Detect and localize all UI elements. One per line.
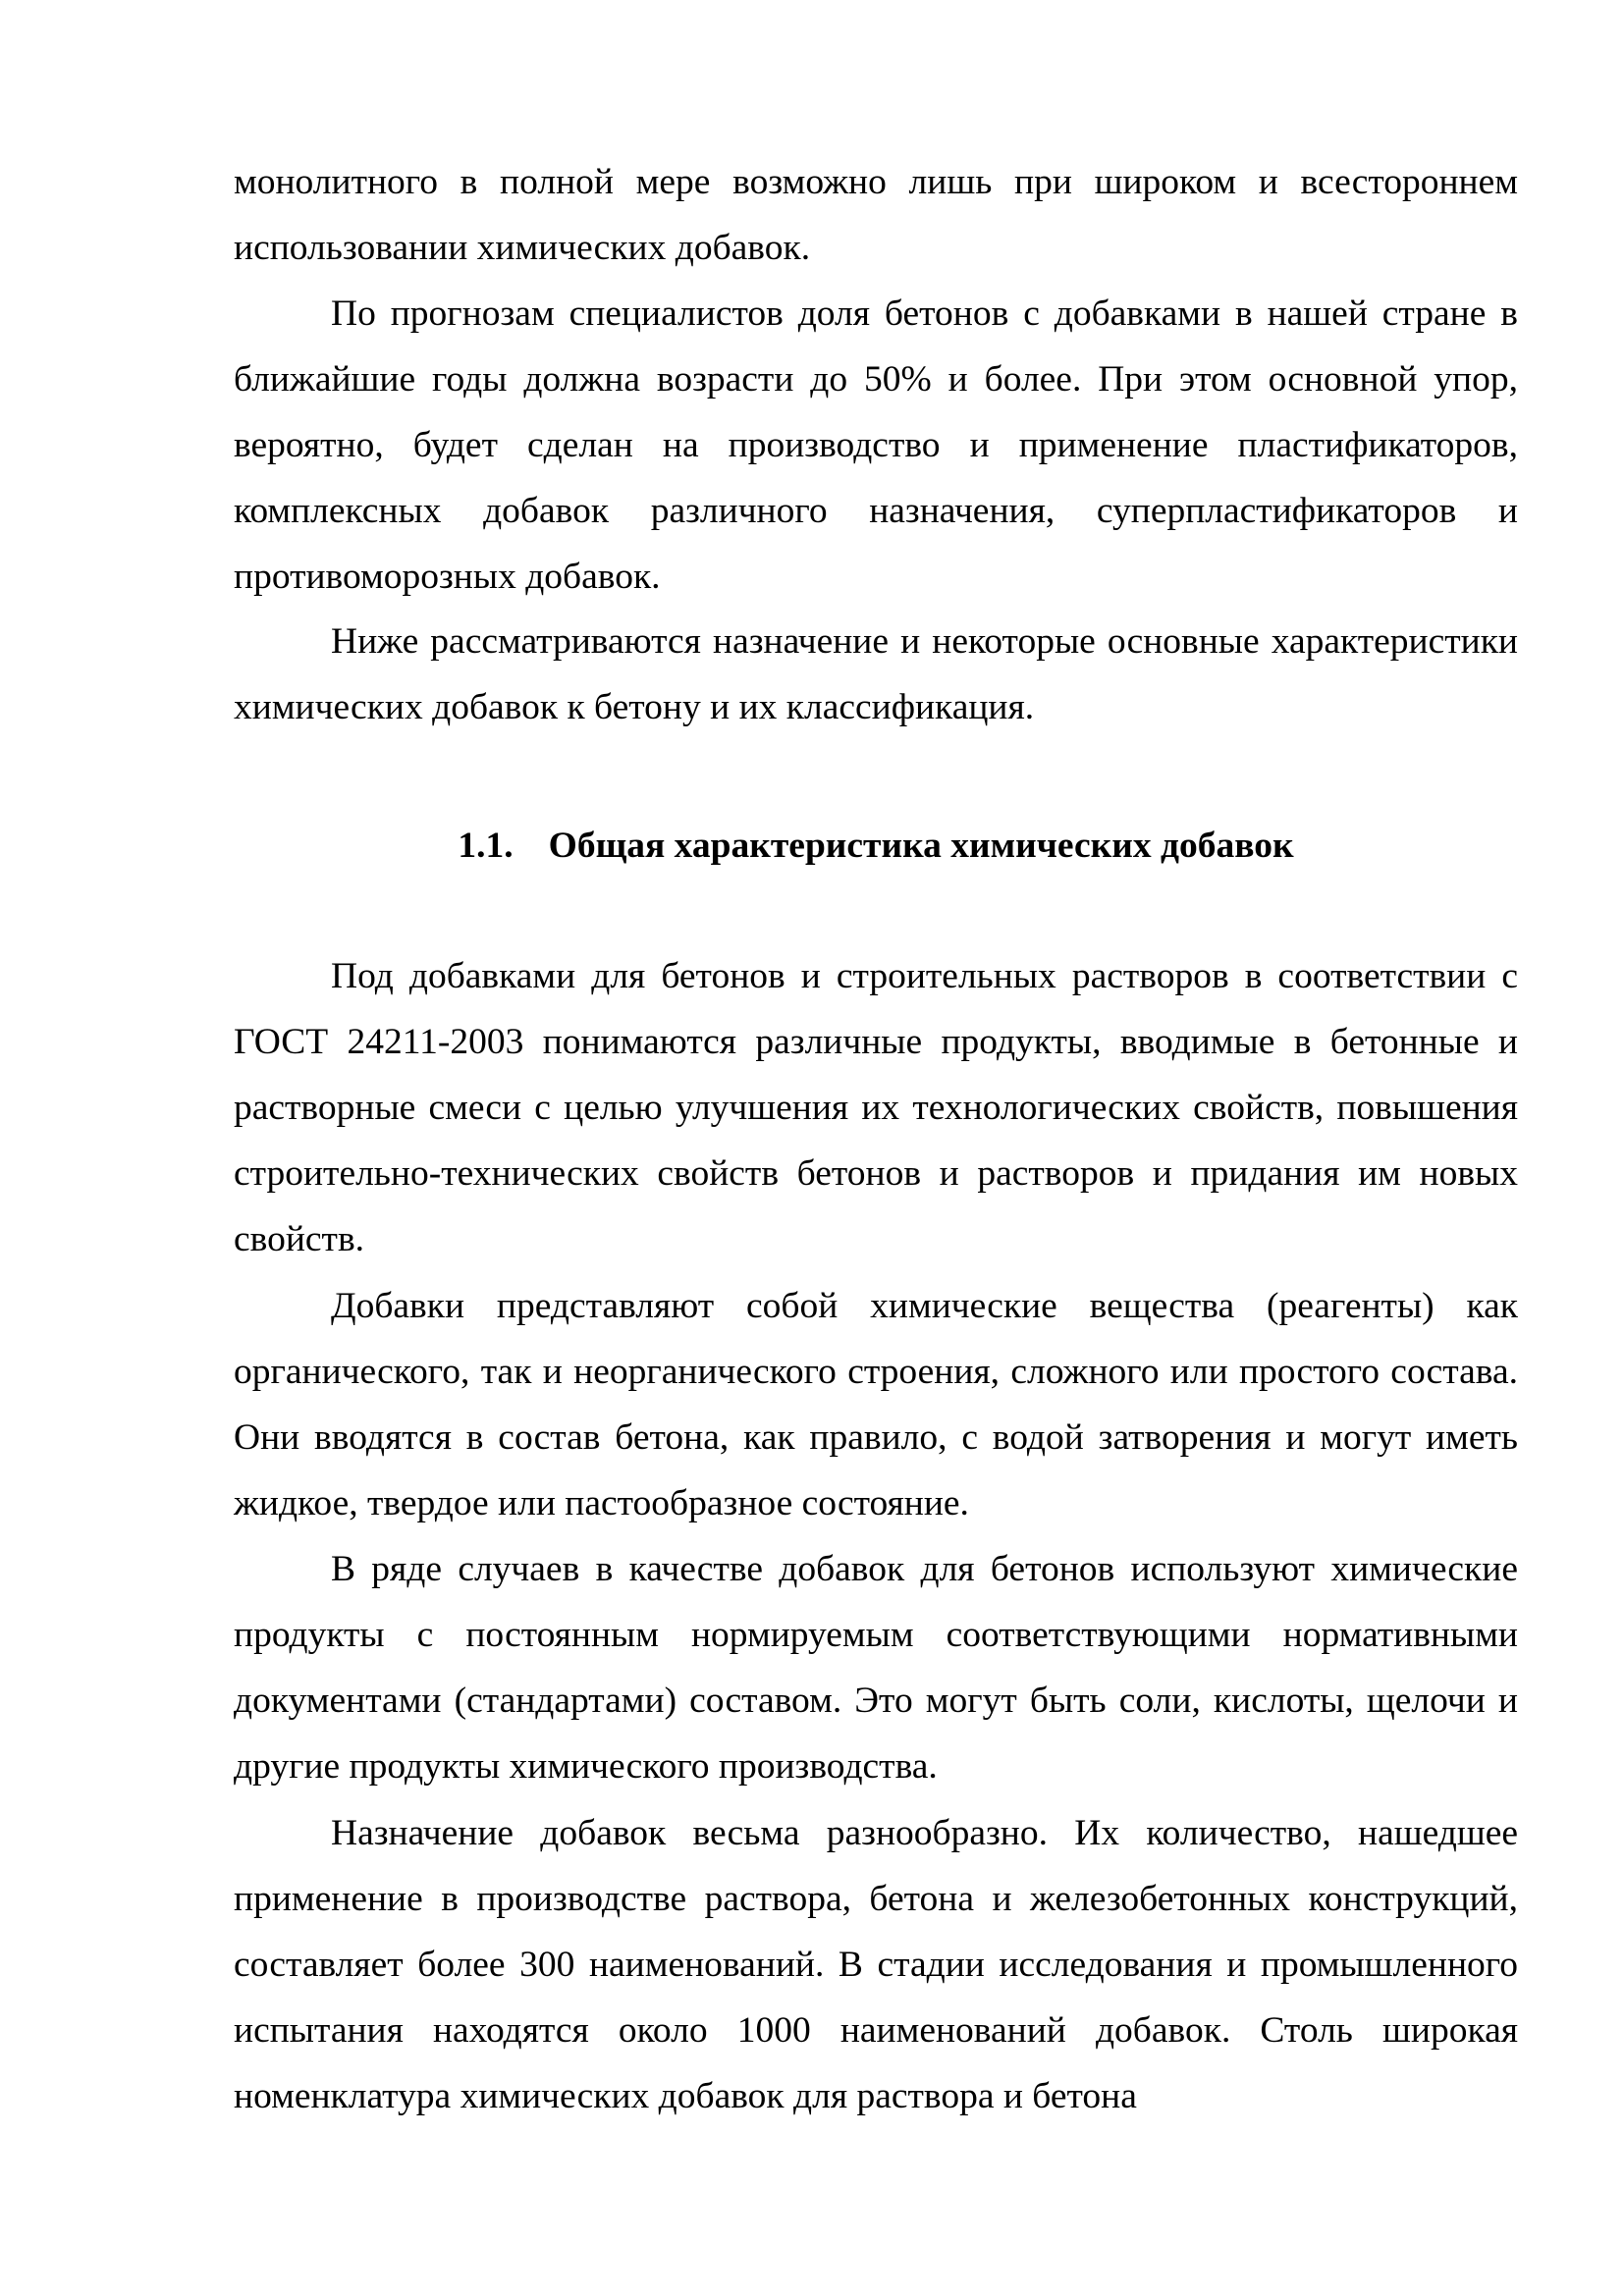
paragraph-definition: Под добавками для бетонов и строительных растворов в соответствии с ГОСТ 24211-2003 понимаются различные продукты, вводимые в бетонные и растворные смеси с целью улучшения их технологических свойств, повышения строительно-технических свойств бетонов и растворов и придания им новых свойств.: [234, 956, 1518, 1259]
paragraph-continued: монолитного в полной мере возможно лишь при широком и всестороннем использовании химических добавок.: [234, 162, 1518, 268]
paragraph-purpose: Назначение добавок весьма разнообразно. Их количество, нашедшее применение в производстве раствора, бетона и железобетонных конструкций, составляет более 300 наименований. В стадии исследования и промышленного испытания находятся около 1000 наименований добавок. Столь широкая номенклатура химических добавок для раствора и бетона: [234, 1813, 1518, 2116]
paragraph-below: Ниже рассматриваются назначение и некоторые основные характеристики химических добавок к бетону и их классификация.: [234, 621, 1518, 727]
paragraph-products: В ряде случаев в качестве добавок для бетонов используют химические продукты с постоянным нормируемым соответствующими нормативными документами (стандартами) составом. Это могут быть соли, кислоты, щелочи и другие продукты химического производства.: [234, 1549, 1518, 1787]
paragraph-reagents: Добавки представляют собой химические вещества (реагенты) как органического, так и неорганического строения, сложного или простого состава. Они вводятся в состав бетона, как правило, с водой затворения и могут иметь жидкое, твердое или пастообразное состояние.: [234, 1286, 1518, 1523]
section-title: Общая характеристика химических добавок: [548, 826, 1294, 866]
section-number: 1.1.: [458, 826, 514, 866]
section-heading: [234, 813, 1518, 879]
paragraph-forecast: По прогнозам специалистов доля бетонов с добавками в нашей стране в ближайшие годы должна возрасти до 50% и более. При этом основной упор, вероятно, будет сделан на производство и применение пластификаторов, комплексных добавок различного назначения, суперпластификаторов и противоморозных добавок.: [234, 294, 1518, 597]
